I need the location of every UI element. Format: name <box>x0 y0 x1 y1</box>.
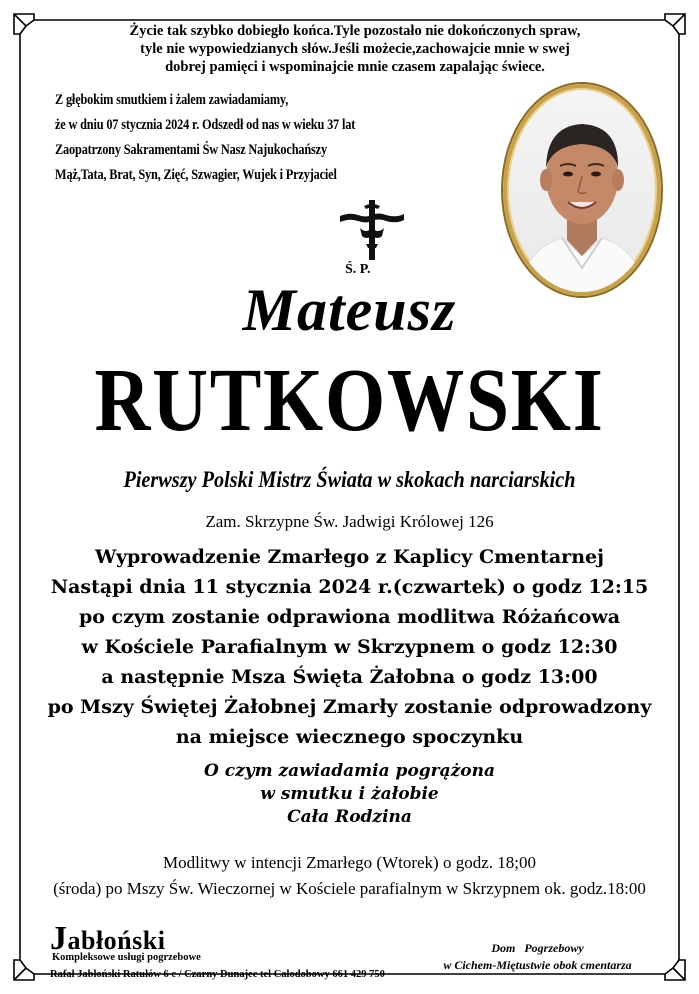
ceremony-line: Nastąpi dnia 11 stycznia 2024 r.(czwartek) o godz 12:15 <box>50 576 649 598</box>
epitaph-line: dobrej pamięci i wspominajcie mnie czasem zapalając świece. <box>165 59 545 75</box>
epitaph-text <box>55 22 655 76</box>
epitaph-line: Życie tak szybko dobiegło końca.Tyle pozostało nie dokończonych spraw, <box>129 23 581 39</box>
ceremony-details <box>0 542 699 752</box>
funeral-company-logo <box>50 920 385 980</box>
sp-abbreviation: Ś. P. <box>345 262 371 277</box>
deceased-title: Pierwszy Polski Mistrz Świata w skokach narciarskich <box>123 467 576 492</box>
ceremony-line: w Kościele Parafialnym w Skrzypnem o godz 12:30 <box>81 636 618 658</box>
family-line: Cała Rodzina <box>287 807 412 827</box>
cross-icon <box>338 198 406 262</box>
ceremony-line: Wyprowadzenie Zmarłego z Kaplicy Cmentarnej <box>95 546 604 568</box>
funeral-home-line: Dom Pogrzebowy <box>491 941 584 955</box>
portrait-illustration <box>507 88 657 292</box>
company-address: Rafał Jabłoński Ratułów 6 c / Czarny Dunajec tel Całodobowy 661 429 750 <box>50 969 385 980</box>
portrait-photo <box>503 84 661 296</box>
announcement-intro <box>55 88 399 188</box>
company-name-rest: abłoński <box>67 926 166 955</box>
company-name <box>50 920 385 957</box>
intro-line: że w dniu 07 stycznia 2024 r. Odszedł od nas w wieku 37 lat <box>55 117 356 133</box>
family-line: O czym zawiadamia pogrążona <box>203 761 496 781</box>
funeral-home-line: w Cichem-Miętustwie obok cmentarza <box>443 958 632 972</box>
deceased-first-name: Mateusz <box>242 277 457 343</box>
deceased-address: Zam. Skrzypne Św. Jadwigi Królowej 126 <box>205 512 494 531</box>
ceremony-line: po Mszy Świętej Żałobnej Zmarły zostanie odprowadzony <box>47 696 652 718</box>
ceremony-line: po czym zostanie odprawiona modlitwa Różańcowa <box>78 606 621 628</box>
intro-line: Zaopatrzony Sakramentami Św Nasz Najukochańszy <box>55 142 327 158</box>
company-name-initial: J <box>50 920 68 957</box>
family-line: w smutku i żałobie <box>260 784 439 804</box>
deceased-surname: RUTKOWSKI <box>94 351 605 450</box>
funeral-home-info <box>410 940 665 974</box>
family-signature <box>0 760 699 829</box>
prayer-line: (środa) po Mszy Św. Wieczornej w Kościele parafialnym w Skrzypnem ok. godz.18:00 <box>53 879 646 898</box>
epitaph-line: tyle nie wypowiedzianych słów.Jeśli możecie,zachowajcie mnie w swej <box>140 41 570 57</box>
ceremony-line: a następnie Msza Święta Żałobna o godz 13:00 <box>101 666 598 688</box>
intro-line: Mąż,Tata, Brat, Syn, Zięć, Szwagier, Wujek i Przyjaciel <box>55 167 337 183</box>
ceremony-line: na miejsce wiecznego spoczynku <box>175 726 524 748</box>
company-subtitle: Kompleksowe usługi pogrzebowe <box>52 952 201 963</box>
prayer-schedule <box>0 850 699 902</box>
intro-line: Z głębokim smutkiem i żalem zawiadamiamy, <box>55 92 289 108</box>
prayer-line: Modlitwy w intencji Zmarłego (Wtorek) o godz. 18;00 <box>163 853 536 872</box>
